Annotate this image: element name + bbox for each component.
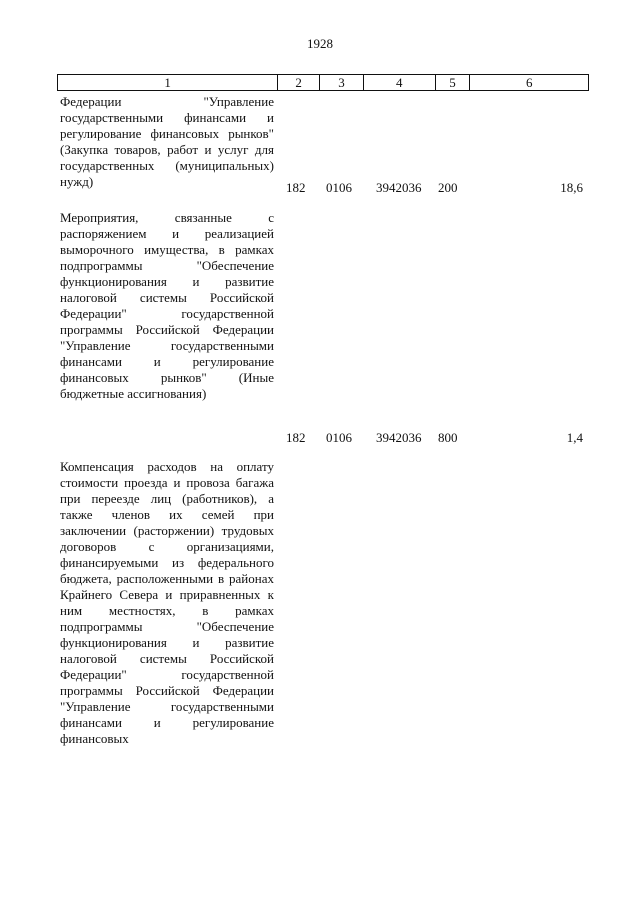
- row-expense-type: 200: [438, 180, 458, 195]
- page-number: 1928: [307, 36, 333, 51]
- row-admin-code: 182: [286, 430, 306, 445]
- row-expense-type: 800: [438, 430, 458, 445]
- table-header: [57, 74, 589, 91]
- row-description: Федерации "Управление государственными финансами и регулирование финансовых рынков" (Закупка товаров, работ и услуг для государственных (муниципальных) нужд): [60, 94, 274, 189]
- row-sum: 1,4: [566, 430, 583, 445]
- header-col-4: 4: [364, 75, 436, 90]
- row-section-code: 0106: [326, 180, 352, 195]
- row-target-code: 3942036: [376, 430, 422, 445]
- header-col-2: 2: [278, 75, 320, 90]
- row-target-code: 3942036: [376, 180, 422, 195]
- row-section-code: 0106: [326, 430, 352, 445]
- header-col-6: 6: [525, 75, 533, 90]
- header-col-5: 5: [436, 75, 471, 90]
- row-description: Компенсация расходов на оплату стоимости проезда и провоза багажа при переезде лиц (работников), а также членов их семей при заключении (расторжении) трудовых договоров с организациями, финансируемыми из федерального бюджета, расположенными в районах Крайнего Севера и приравненных к ним местностях, в рамках подпрограммы "Обеспечение функционирования и развитие налоговой системы Российской Федерации" государственной программы Российской Федерации "Управление государственными финансами и регулирование финансовых: [60, 459, 274, 746]
- header-col-1: 1: [58, 75, 278, 90]
- header-col-3: 3: [320, 75, 364, 90]
- row-description: Мероприятия, связанные с распоряжением и реализацией выморочного имущества, в рамках подпрограммы "Обеспечение функционирования и развитие налоговой системы Российской Федерации" государственной программы Российской Федерации "Управление государственными финансами и регулирование финансовых рынков" (Иные бюджетные ассигнования): [60, 210, 274, 401]
- row-sum: 18,6: [560, 180, 583, 195]
- row-admin-code: 182: [286, 180, 306, 195]
